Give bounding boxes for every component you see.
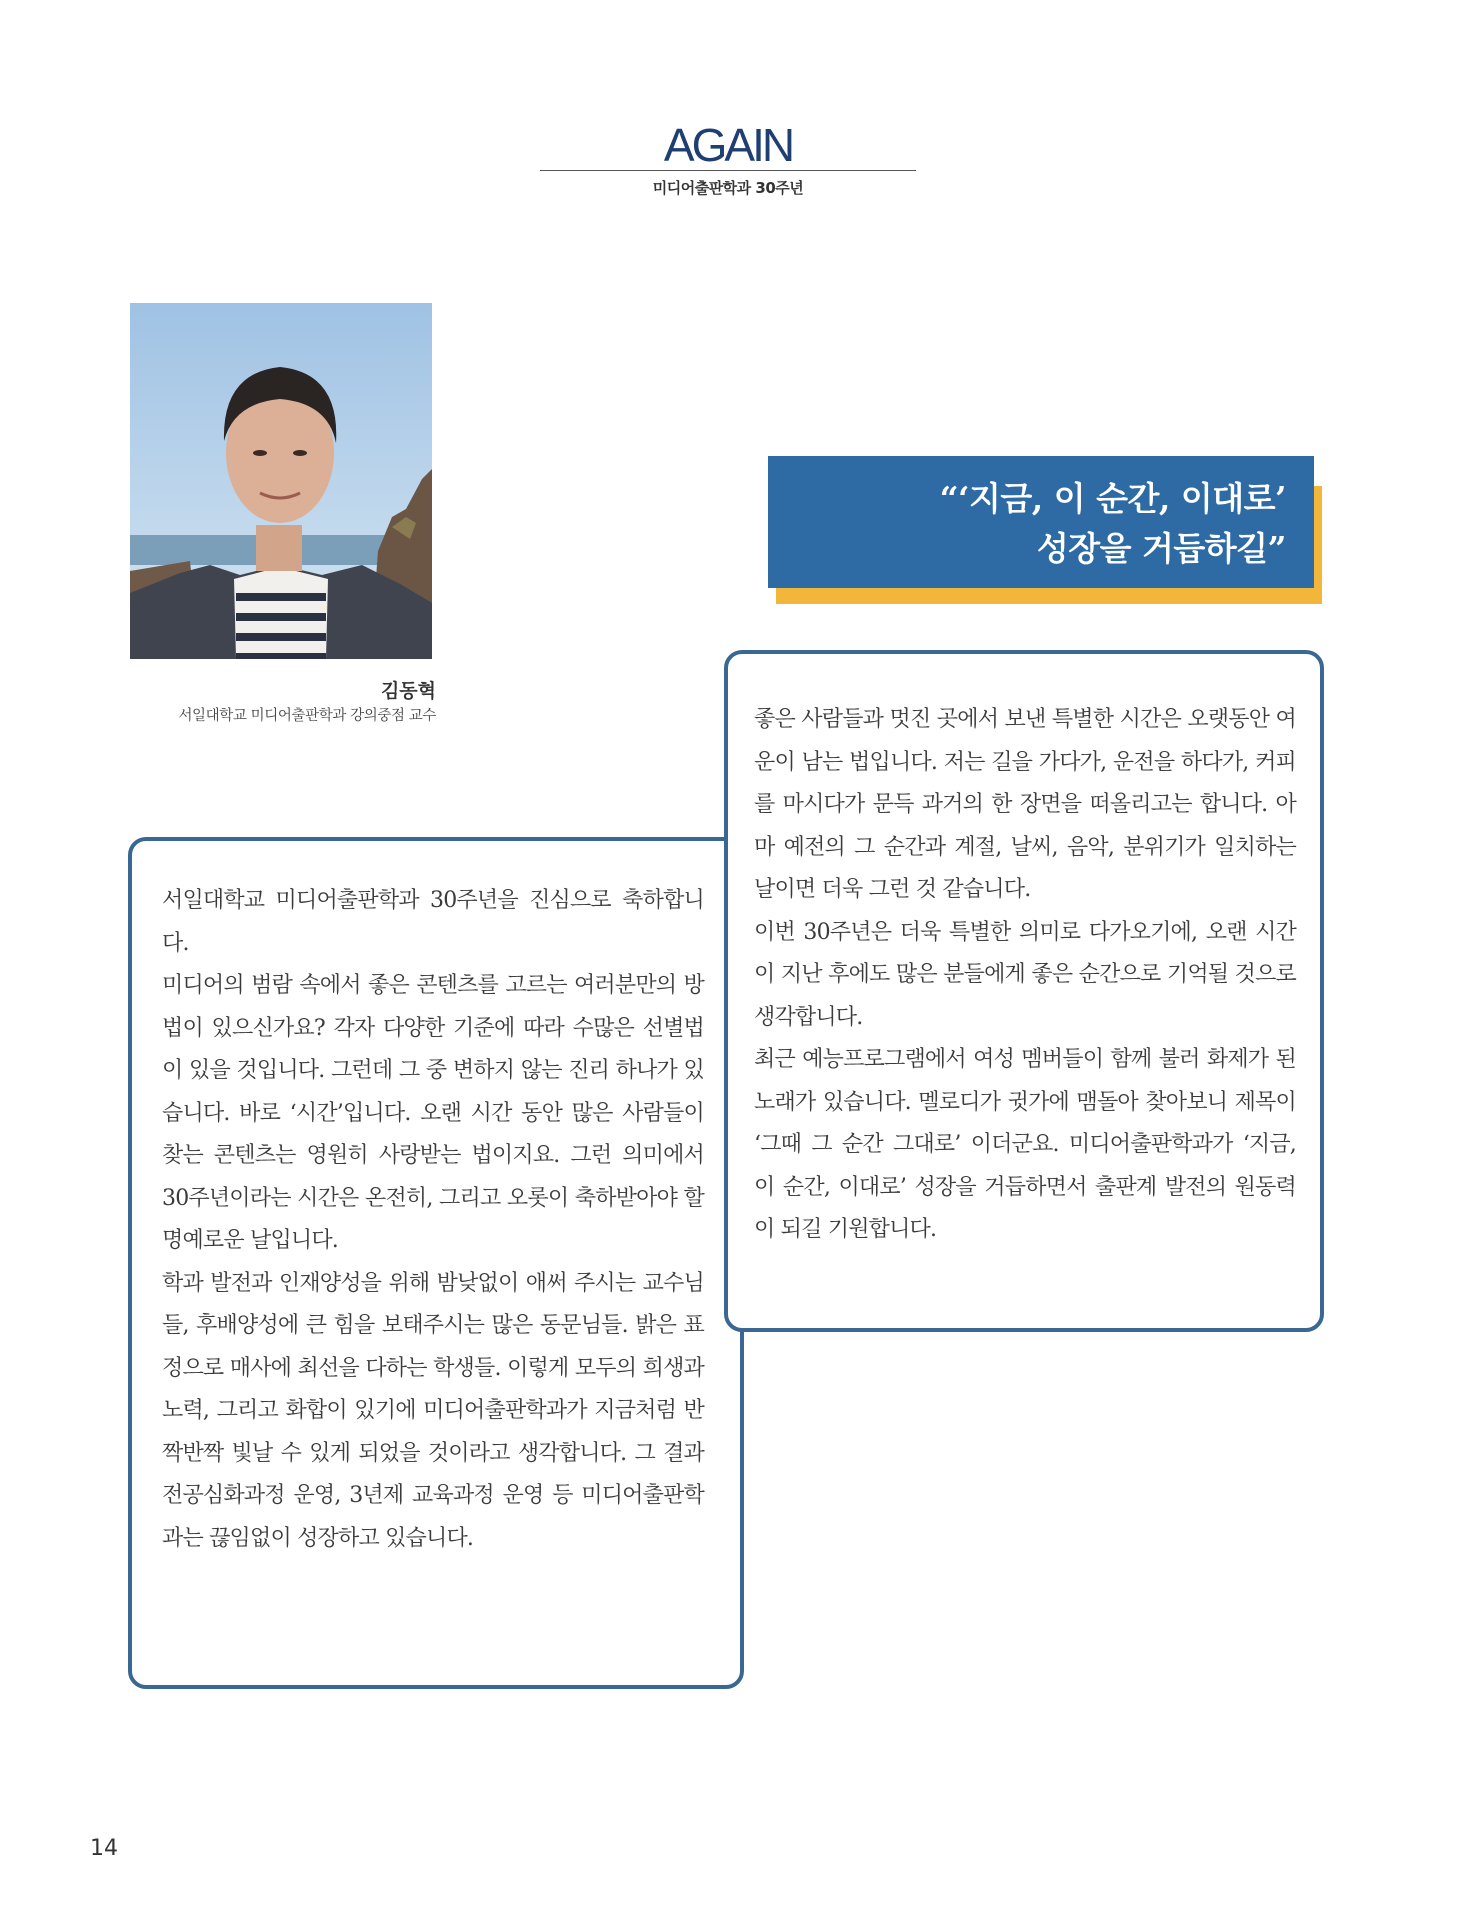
again-logo: AGAIN xyxy=(663,119,793,171)
quote-banner xyxy=(768,456,1314,588)
author-title: 서일대학교 미디어출판학과 강의중점 교수 xyxy=(178,708,436,724)
quote-line-1: “‘지금, 이 순간, 이대로’ xyxy=(939,479,1286,518)
header-subtitle: 미디어출판학과 30주년 xyxy=(652,179,804,197)
paragraph: 학과 발전과 인재양성을 위해 밤낮없이 애써 주시는 교수님들, 후배양성에 큰 힘을 보태주시는 많은 동문님들. 밝은 표정으로 매사에 최선을 다하는 학생들. 이렇게 모두의 희생과 노력, 그리고 화합이 있기에 미디어출판학과가 지금처럼 반짝반짝 빛날 수 있게 되었을 것이라고 생각합니다. 그 결과 전공심화과정 운영, 3년제 교육과정 운영 등 미디어출판학과는 끊임없이 성장하고 있습니다. xyxy=(162,1270,704,1551)
quote-text xyxy=(940,474,1286,574)
paragraph: 미디어의 범람 속에서 좋은 콘텐츠를 고르는 여러분만의 방법이 있으신가요? 각자 다양한 기준에 따라 수많은 선별법이 있을 것입니다. 그런데 그 중 변하지 않는 진리 하나가 있습니다. 바로 ‘시간’입니다. 오랜 시간 동안 많은 사람들이 찾는 콘텐츠는 영원히 사랑받는 법이지요. 그런 의미에서 30주년이라는 시간은 온전히, 그리고 오롯이 축하받아야 할 명예로운 날입니다. xyxy=(162,973,704,1253)
paragraph: 서일대학교 미디어출판학과 30주년을 진심으로 축하합니다. xyxy=(162,888,704,956)
left-column-text xyxy=(162,880,704,1560)
author-name: 김동혁 xyxy=(380,680,436,702)
left-text-box xyxy=(128,837,744,1689)
portrait-photo-icon xyxy=(130,303,432,659)
paragraph: 이번 30주년은 더욱 특별한 의미로 다가오기에, 오랜 시간이 지난 후에도 많은 분들에게 좋은 순간으로 기억될 것으로 생각합니다. xyxy=(754,919,1296,1030)
magazine-header xyxy=(540,119,916,198)
author-photo xyxy=(130,303,432,659)
right-text-box xyxy=(724,650,1324,1332)
quote-line-2: 성장을 거듭하길” xyxy=(1036,529,1286,568)
right-column-text xyxy=(754,699,1296,1252)
paragraph: 최근 예능프로그램에서 여성 멤버들이 함께 불러 화제가 된 노래가 있습니다. 멜로디가 귓가에 맴돌아 찾아보니 제목이 ‘그때 그 순간 그대로’ 이더군요. 미디어출판학과가 ‘지금, 이 순간, 이대로’ 성장을 거듭하면서 출판계 발전의 원동력이 되길 기원합니다. xyxy=(754,1047,1296,1242)
paragraph: 좋은 사람들과 멋진 곳에서 보낸 특별한 시간은 오랫동안 여운이 남는 법입니다. 저는 길을 가다가, 운전을 하다가, 커피를 마시다가 문득 과거의 한 장면을 떠올리고는 합니다. 아마 예전의 그 순간과 계절, 날씨, 음악, 분위기가 일치하는 날이면 더욱 그런 것 같습니다. xyxy=(754,707,1296,902)
page-number: 14 xyxy=(90,1836,118,1861)
